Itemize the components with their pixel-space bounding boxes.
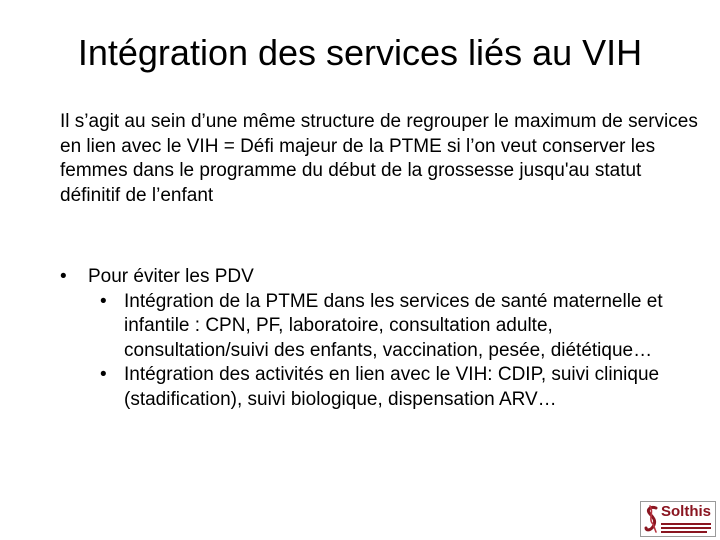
sub-bullet-item [60,290,700,364]
logo-tagline-line [661,523,711,525]
intro-paragraph: Il s’agit au sein d’une même structure de regrouper le maximum de services en lien avec le VIH = Défi majeur de la PTME si l’on veut conserver les femmes dans le programme du début de la grossesse jusqu'au statut définitif de l’enfant [60,111,698,206]
logo-wordmark: Solthis [661,503,712,520]
bullet-glyph: • [100,364,107,385]
sub-bullet-list [60,290,700,413]
logo-tagline-line [661,527,711,529]
sub-bullet-text: Intégration des activités en lien avec le VIH: CDIP, suivi clinique (stadification), suivi biologique, dispensation ARV… [124,364,660,410]
bullet-list [60,265,700,412]
sub-bullet-text: Intégration de la PTME dans les services de santé maternelle et infantile : CPN, PF, laboratoire, consultation adulte, consultation/suivi des enfants, vaccination, pesée, diététique… [124,290,663,361]
sub-bullet-item [60,363,700,412]
ribbon-s-icon [644,504,660,534]
bullet-text: Pour éviter les PDV [88,266,254,287]
bullet-glyph: • [60,266,67,287]
solthis-logo [640,501,716,537]
logo-tagline-line [661,531,707,533]
slide-title: Intégration des services liés au VIH [77,32,643,73]
bullet-glyph: • [100,290,107,312]
bullet-item [60,265,700,290]
